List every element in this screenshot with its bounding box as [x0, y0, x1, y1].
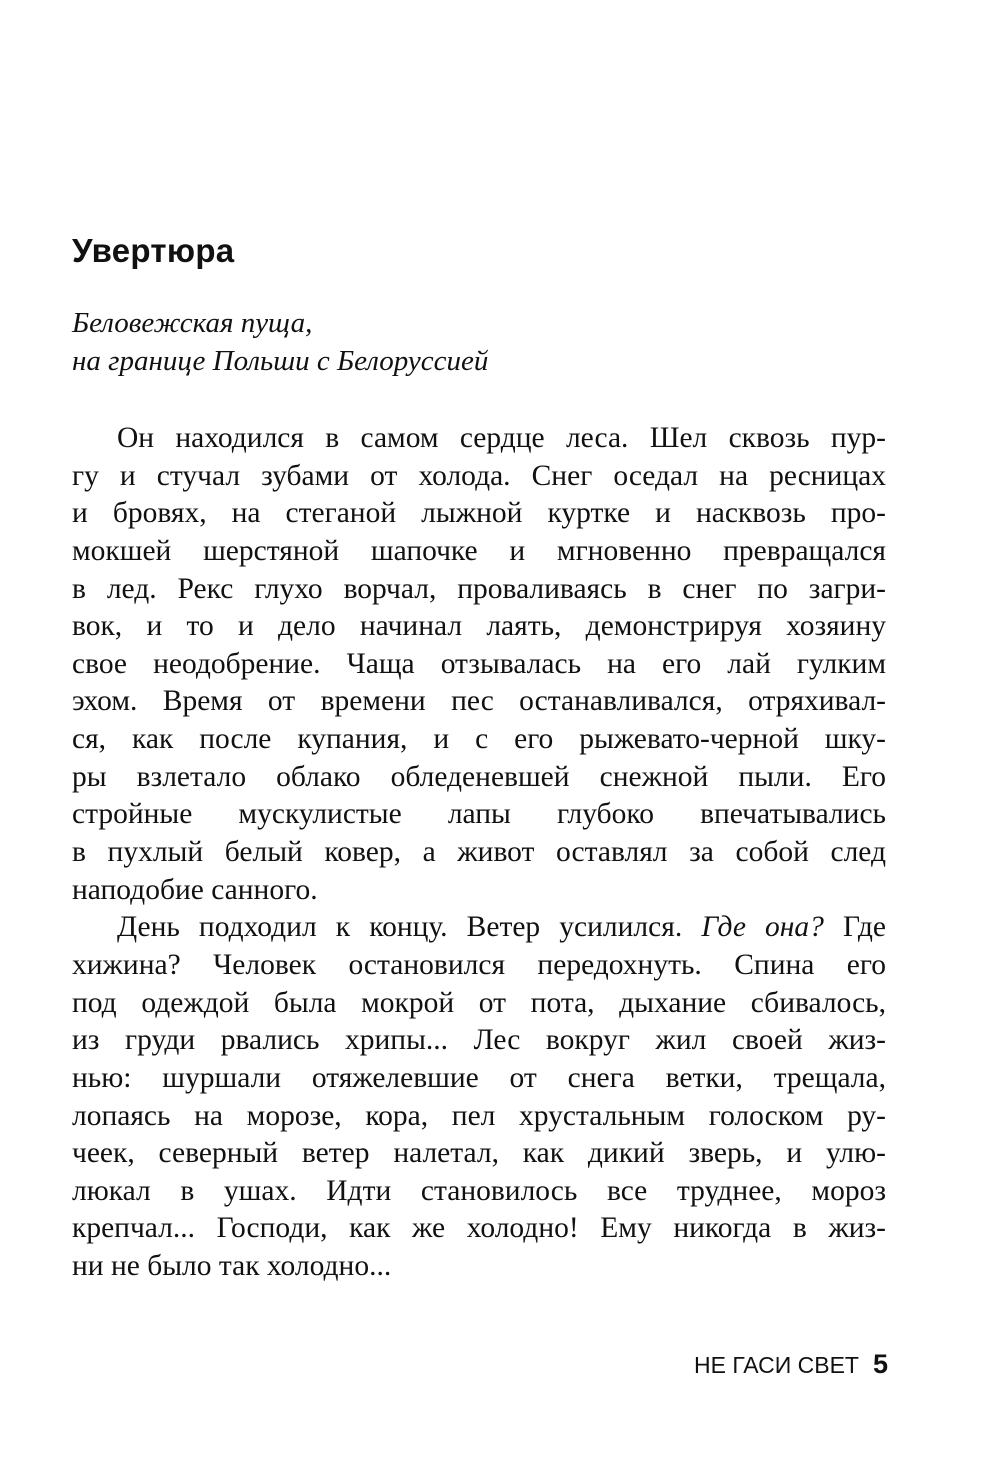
epigraph-line: Беловежская пуща,: [72, 307, 313, 339]
text-segment: День подходил к концу. Ветер усилился.: [117, 911, 702, 944]
text-line: в пухлый белый ковер, а живот оставлял за собой след: [72, 836, 886, 869]
text-line: вок, и то и дело начинал лаять, демонстрируя хозяину: [72, 610, 886, 643]
paragraph-1: [72, 420, 886, 909]
text-line: гу и стучал зубами от холода. Снег оседал на ресницах: [72, 459, 886, 492]
running-title: НЕ ГАСИ СВЕТ: [694, 1352, 859, 1378]
page-number: 5: [872, 1349, 888, 1379]
italic-phrase: Где она?: [701, 911, 824, 944]
text-line: эхом. Время от времени пес останавливался, отряхивал-: [72, 685, 886, 718]
text-line: наподобие санного.: [72, 873, 318, 906]
text-line: лопаясь на морозе, кора, пел хрустальным голоском ру-: [72, 1099, 886, 1132]
chapter-heading: Увертюра: [72, 232, 235, 269]
epigraph: [72, 305, 488, 380]
text-line: чеек, северный ветер налетал, как дикий зверь, и улю-: [72, 1137, 886, 1170]
page-footer: [694, 1349, 888, 1380]
text-line: свое неодобрение. Чаща отзывалась на его лай гулким: [72, 647, 886, 680]
text-line: ры взлетало облако обледеневшей снежной пыли. Его: [72, 760, 886, 793]
body-text: [72, 420, 886, 1286]
text-line: и бровях, на стеганой лыжной куртке и насквозь про-: [72, 497, 886, 530]
text-line: в лед. Рекс глухо ворчал, проваливаясь в снег по загри-: [72, 572, 886, 605]
text-line: ся, как после купания, и с его рыжевато-черной шку-: [72, 723, 886, 756]
text-segment: Где: [823, 911, 886, 944]
text-line: стройные мускулистые лапы глубоко впечатывались: [72, 798, 886, 831]
text-line: [72, 909, 886, 947]
text-line: из груди рвались хрипы... Лес вокруг жил своей жиз-: [72, 1024, 886, 1057]
text-line: мокшей шерстяной шапочке и мгновенно превращался: [72, 534, 886, 567]
text-line: под одеждой была мокрой от пота, дыхание сбивалось,: [72, 986, 886, 1019]
text-line: люкал в ушах. Идти становилось все труднее, мороз: [72, 1174, 886, 1207]
text-line: нью: шуршали отяжелевшие от снега ветки, трещала,: [72, 1061, 886, 1094]
text-line: хижина? Человек остановился передохнуть. Спина его: [72, 948, 886, 981]
epigraph-line: на границе Польши с Белоруссией: [72, 344, 489, 377]
text-line: крепчал... Господи, как же холодно! Ему никогда в жиз-: [72, 1212, 886, 1245]
text-line: ни не было так холодно...: [72, 1250, 392, 1283]
text-line: Он находился в самом сердце леса. Шел сквозь пур-: [117, 422, 886, 454]
paragraph-2: [72, 909, 886, 1285]
